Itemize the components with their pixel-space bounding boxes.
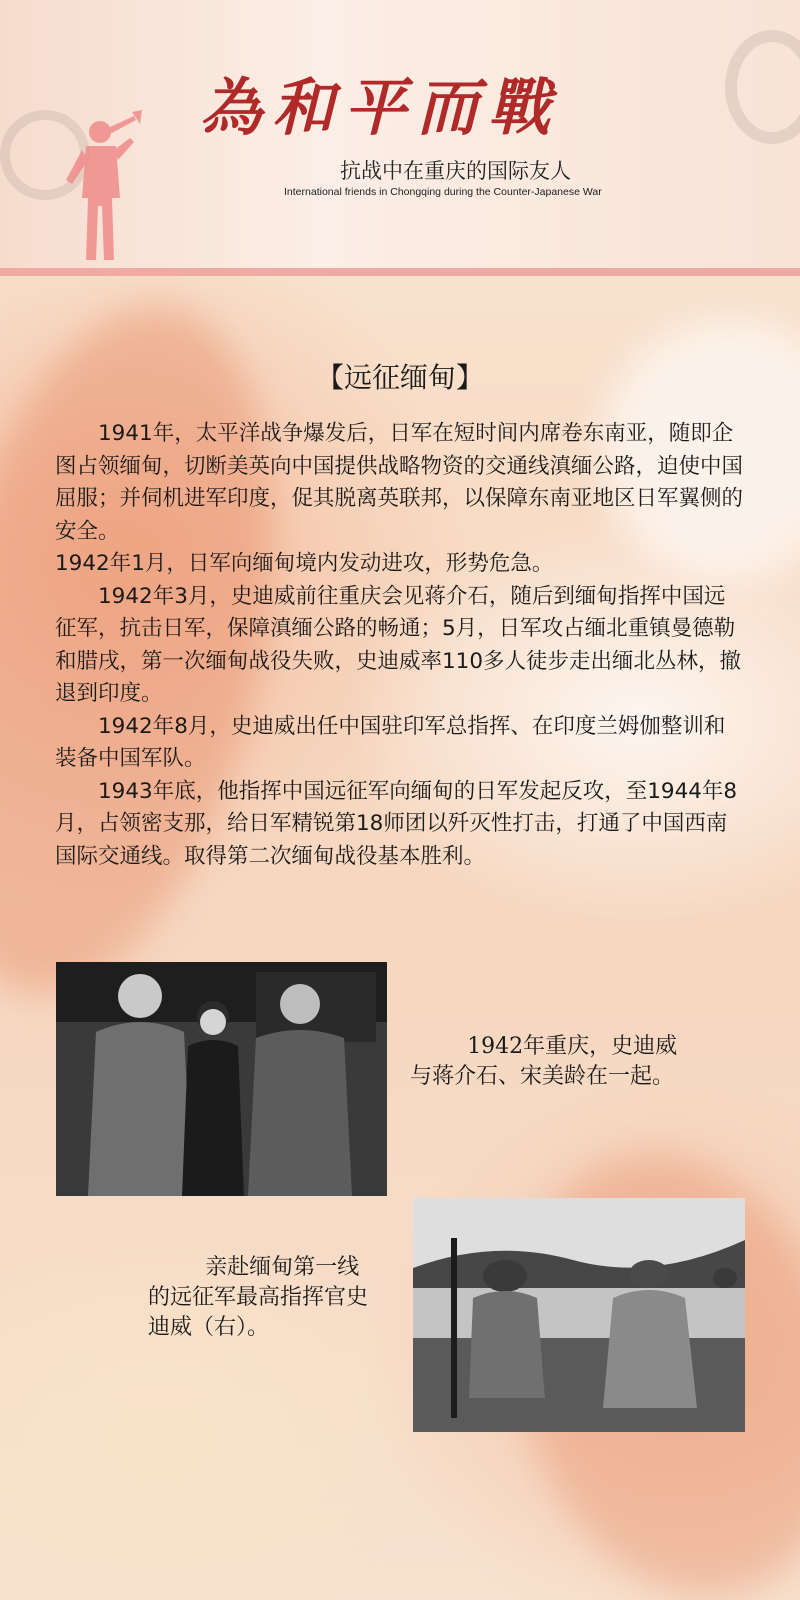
article-paragraph: 1942年8月，史迪威出任中国驻印军总指挥、在印度兰姆伽整训和装备中国军队。: [55, 713, 726, 771]
bugler-silhouette-icon: [60, 110, 150, 268]
header-banner: [0, 0, 800, 268]
photo-stilwell-frontline: [413, 1198, 745, 1432]
photo-caption: 亲赴缅甸第一线的远征军最高指挥官史迪威（右）。: [148, 1255, 369, 1340]
poster-title: 為和平而戰: [200, 71, 561, 144]
header-divider: [0, 268, 800, 276]
article-paragraph: 1943年底，他指挥中国远征军向缅甸的日军发起反攻，至1944年8月，占领密支那，给日军精锐第18师团以歼灭性打击，打通了中国西南国际交通线。取得第二次缅甸战役基本胜利。: [55, 778, 738, 869]
article-paragraph: 1942年3月，史迪威前往重庆会见蒋介石，随后到缅甸指挥中国远征军，抗击日军，保障滇缅公路的畅通；5月，日军攻占缅北重镇曼德勒和腊戌，第一次缅甸战役失败，史迪威率110多人徒步走出缅北丛林，撤退到印度。: [55, 583, 742, 706]
section-heading: 【远征缅甸】: [315, 361, 484, 394]
subtitle-chinese: 抗战中在重庆的国际友人: [340, 159, 571, 183]
subtitle-english: International friends in Chongqing during the Counter-Japanese War: [284, 186, 602, 198]
cloud-swirl-icon: [725, 30, 800, 144]
article-body: [55, 418, 745, 873]
article-paragraph: 1942年1月，日军向缅甸境内发动进攻，形势危急。: [55, 551, 554, 576]
article-paragraph: 1941年，太平洋战争爆发后，日军在短时间内席卷东南亚，随即企图占领缅甸，切断美英向中国提供战略物资的交通线滇缅公路，迫使中国屈服；并伺机进军印度，促其脱离英联邦，以保障东南亚地区日军翼侧的安全。: [55, 421, 744, 544]
photo-stilwell-chiang-soong: [56, 962, 387, 1196]
photo-caption: 1942年重庆，史迪威与蒋介石、宋美龄在一起。: [410, 1034, 678, 1089]
